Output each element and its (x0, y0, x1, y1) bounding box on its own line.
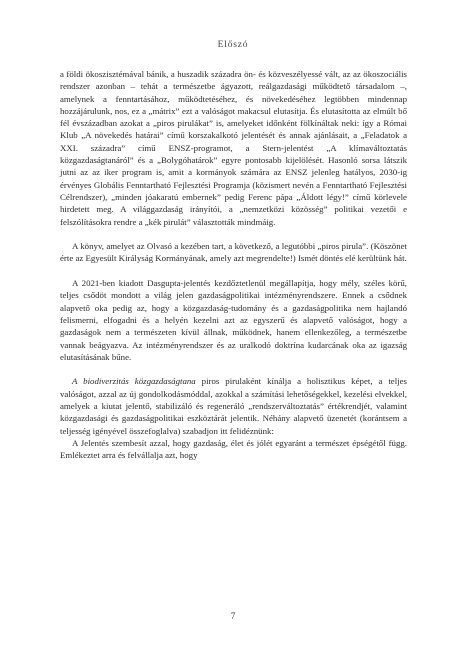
body-text (60, 68, 407, 462)
paragraph: A 2021-ben kiadott Dasgupta-jelentés kezdőztetlenül megállapítja, hogy mély, széles körű, teljes csődöt mondott a világ jelen gazdaságpolitikai intézményrendszere. Ennek a csődnek alapvető oka pedig az, hogy a közgazdaság-tudomány és a gazdaságpolitika nem hajlandó felismerni, elfogadni és a helyén kezelni azt az egyszerű és alapvető valóságot, hogy a gazdaságok nem a természeten kívül állnak, működnek, hanem ellenkezőleg, a természetbe vannak beágyazva. Az intézményrendszer és az uralkodó doktrína kudarcának oka az igazság elutasításának bűne. (60, 278, 407, 362)
page-number: 7 (230, 611, 236, 621)
italic-book-title: A biodiverzitás közgazdaságtana (72, 376, 196, 387)
paragraph: A könyv, amelyet az Olvasó a kezében tart, a következő, a legutóbbi „piros pirula”. (Köszönet érte az Egyesült Királyság Kormányának, amely azt megrendelte!) Ismét döntés elé kerültünk hát. (60, 241, 407, 264)
paragraph: A Jelentés szembesít azzal, hogy gazdaság, élet és jólét egyaránt a természet épségétől függ. Emlékeztet arra és felvállalja azt, hogy (60, 437, 407, 461)
paragraph-text: piros pirulaként kínálja a holisztikus képet, a teljes valóságot, azzal az új gondolkodásmóddal, azokkal a számítási lehetőségekkel, kezelési elvekkel, amelyek a kiutat jelentő, stabilizáló és regeneráló „rendszerváltoztatás” értékrendjét, valamint közgazdasági és gazdaságpolitikai eszköztárát jelentik. Néhány alapvető üzenetét (korántsem a teljesség igényével összefoglalva) szabadjon itt felidéznünk: (60, 376, 407, 436)
paragraph (60, 375, 407, 436)
paragraph-continued: a földi ökoszisztémával bánik, a huszadik századra ön- és közveszélyessé vált, az az ökoszociális rendszer azonban – tehát a természetbe ágyazott, reálgazdasági működtető társadalom –, amelynek a fenntartásához, működtetéséhez, és növekedéséhez legtöbben mindennap hozzájárulunk, nos, ez a „mátrix” ezt a valóságot makacsul elutasítja. És elutasította az elmúlt bő fél évszázadban azokat a „piros pirulákat” is, amelyeket időnként fölkínáltak neki: így a Római Klub „A növekedés határai” című korszakalkotó jelentését és annak ajánlásait, a „Feladatok a XXI. századra” című ENSZ-programot, a Stern-jelentést „A klímaváltoztatás közgazdaságtanáról” és a „Bolygóhatárok” egyre pontosabb kijelölését. Hasonló sorsa látszik jutni az az iker program is, amit a kormányok számára az ENSZ jelenleg hatályos, 2030-ig érvényes Globális Fenntartható Fejlesztési Programja (közismert nevén a Fenntartható Fejlesztési Célrendszer), „minden jóakaratú embernek” pedig Ferenc pápa „Áldott légy!” című körlevele hirdetett meg. A világgazdaság irányítói, a „nemzetközi közösség” politikai vezetői e felszólításokra rendre a „kék pirulát” választották mindmáig. (60, 69, 407, 227)
running-header: Előszó (217, 40, 249, 50)
